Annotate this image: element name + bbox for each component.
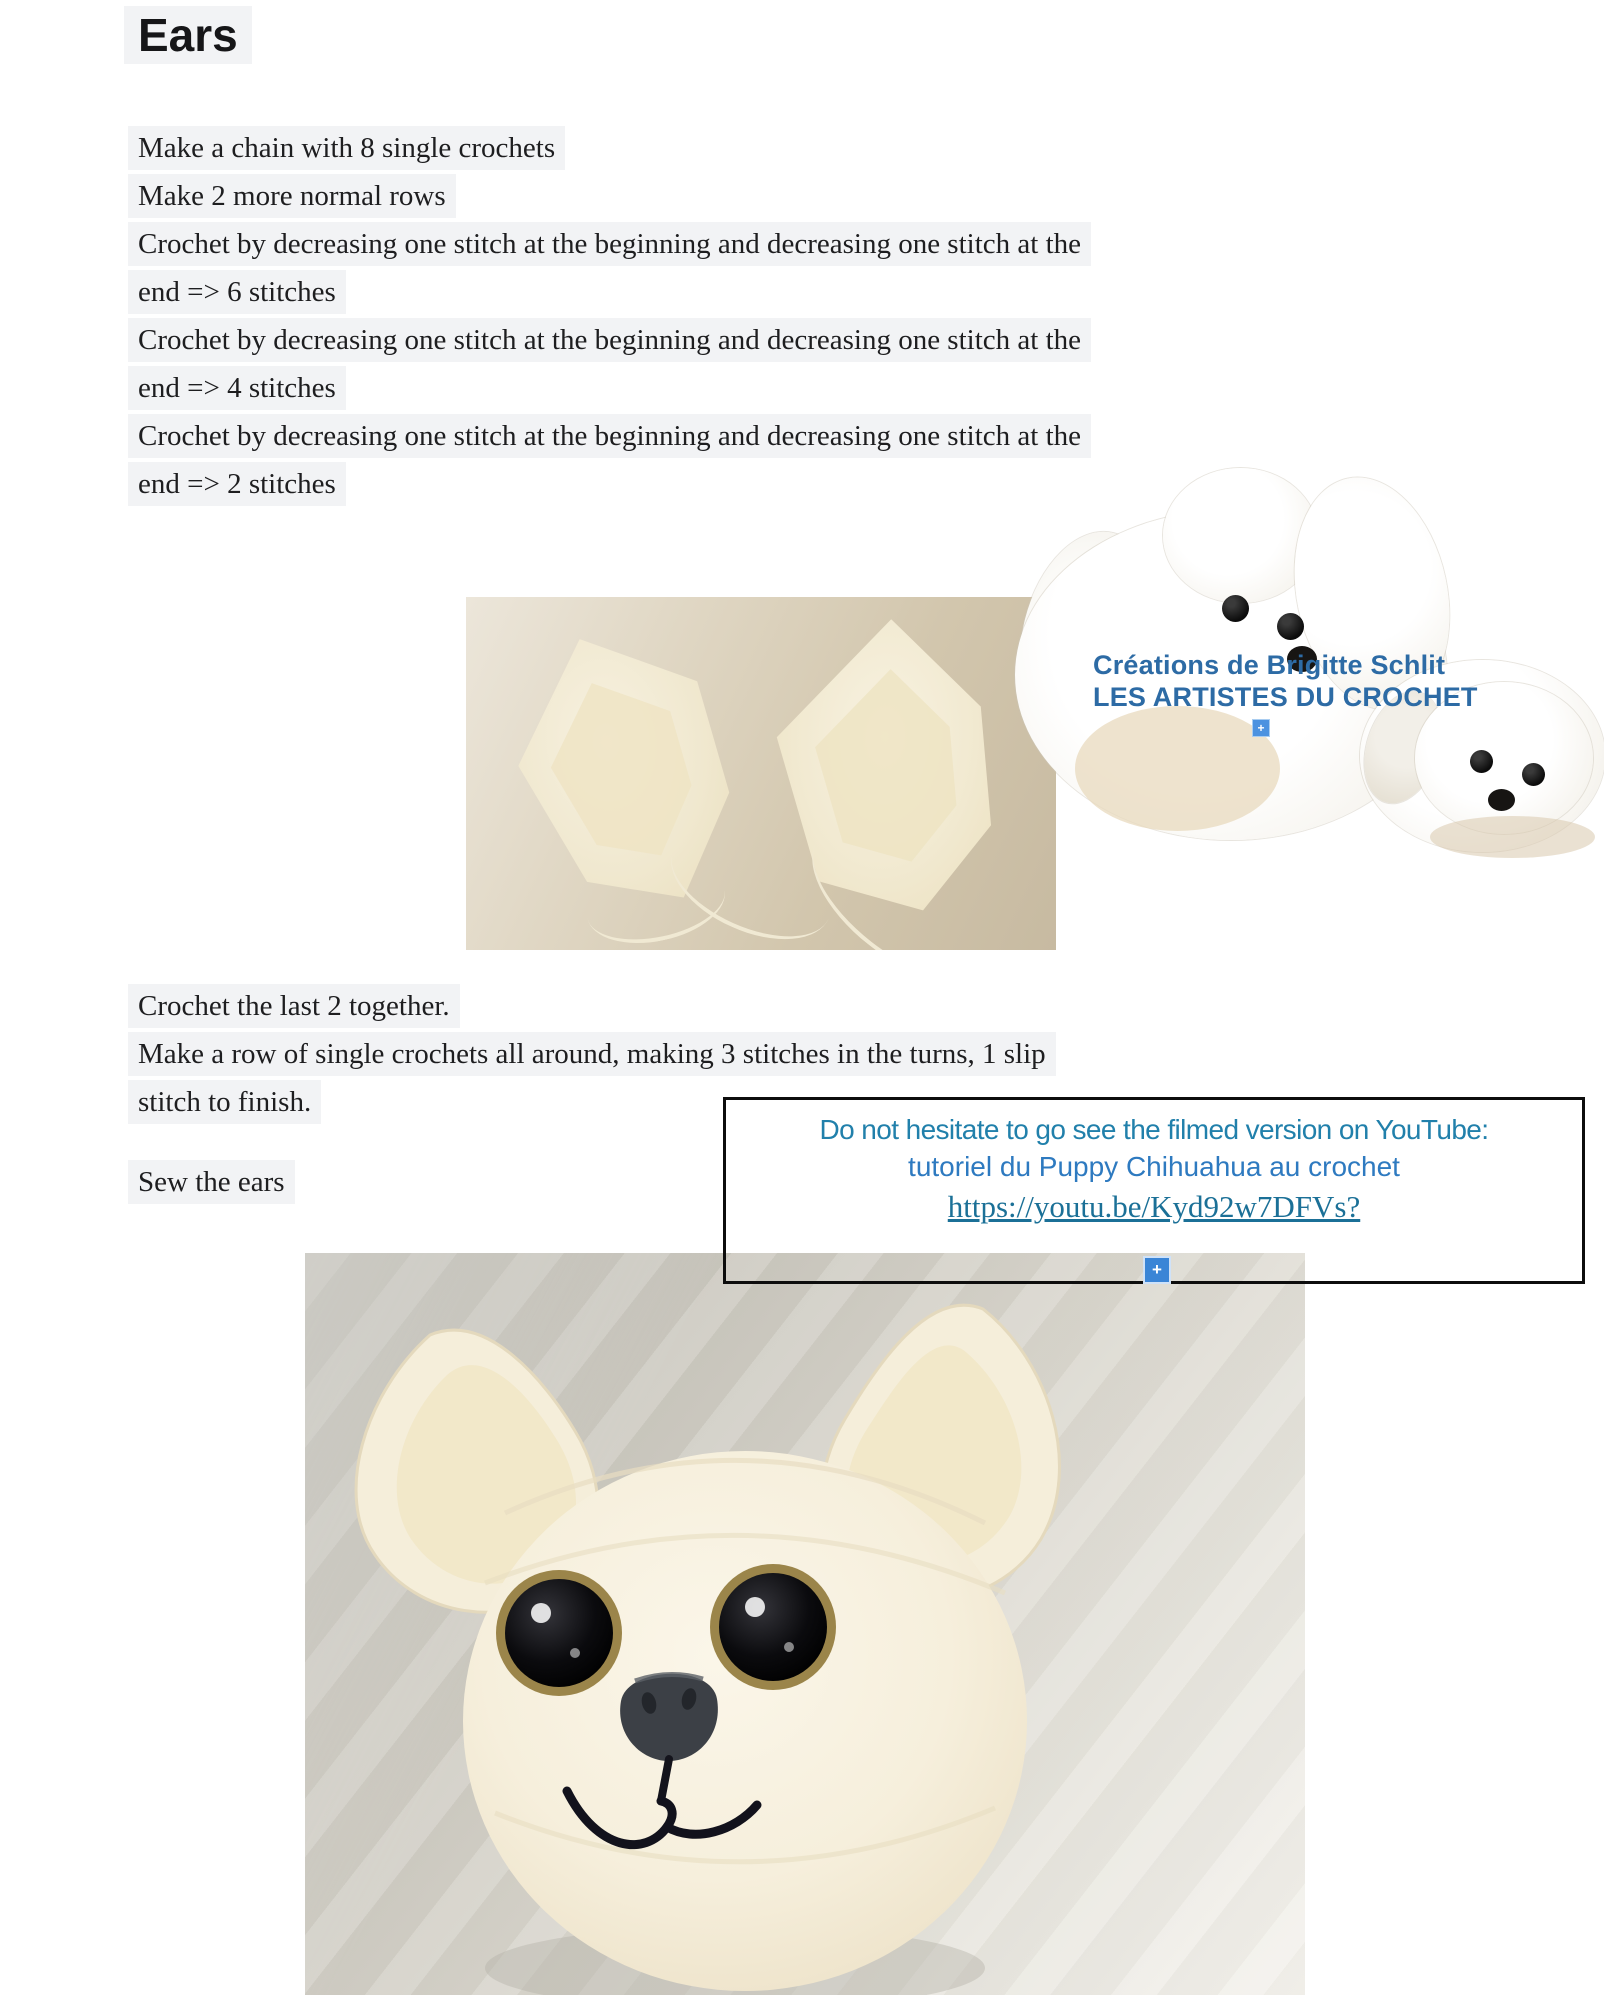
puppy-eye: [1522, 763, 1545, 786]
instruction-line: end => 4 stitches: [128, 364, 1428, 412]
mama-dog-eye: [1277, 613, 1304, 640]
instruction-line: stitch to finish.: [128, 1078, 1428, 1126]
instruction-line: Crochet by decreasing one stitch at the beginning and decreasing one stitch at the: [128, 412, 1428, 460]
ears-photo: [466, 597, 1056, 950]
watermark-line2: LES ARTISTES DU CROCHET: [1093, 682, 1478, 712]
watermark-line1: Créations de Brigitte Schlit: [1093, 650, 1446, 680]
instructions-block-1: [128, 124, 1428, 508]
puppy-shadow: [1430, 816, 1595, 858]
puppy-eye: [1470, 750, 1493, 773]
right-eye: [719, 1573, 827, 1681]
youtube-link[interactable]: https://youtu.be/Kyd92w7DFVs?: [947, 1189, 1361, 1224]
anchor-plus-icon[interactable]: +: [1143, 1256, 1171, 1284]
instruction-line: Crochet the last 2 together.: [128, 982, 1428, 1030]
sew-the-ears-line: Sew the ears: [128, 1158, 1428, 1206]
chihuahua-illustration: [305, 1253, 1305, 1995]
heading-text: Ears: [124, 6, 252, 64]
mama-dog-eye: [1222, 595, 1249, 622]
instruction-line: Crochet by decreasing one stitch at the beginning and decreasing one stitch at the: [128, 220, 1428, 268]
left-eye: [505, 1579, 613, 1687]
page-heading: [124, 6, 252, 64]
youtube-note-line2: tutoriel du Puppy Chihuahua au crochet: [908, 1151, 1400, 1182]
chihuahua-head: [463, 1451, 1027, 1991]
chihuahua-head-photo: [305, 1253, 1305, 1995]
youtube-note-line1: Do not hesitate to go see the filmed version on YouTube:: [819, 1114, 1489, 1145]
puppy-nose: [1488, 789, 1515, 811]
instruction-line: Crochet by decreasing one stitch at the beginning and decreasing one stitch at the: [128, 316, 1428, 364]
instruction-line: Make a chain with 8 single crochets: [128, 124, 1428, 172]
anchor-plus-icon[interactable]: +: [1252, 719, 1270, 737]
instruction-line: Make 2 more normal rows: [128, 172, 1428, 220]
instruction-line: end => 2 stitches: [128, 460, 1428, 508]
mama-dog-beige-patch: [1075, 706, 1280, 831]
instruction-line: end => 6 stitches: [128, 268, 1428, 316]
instruction-line: Make a row of single crochets all around, making 3 stitches in the turns, 1 slip: [128, 1030, 1428, 1078]
